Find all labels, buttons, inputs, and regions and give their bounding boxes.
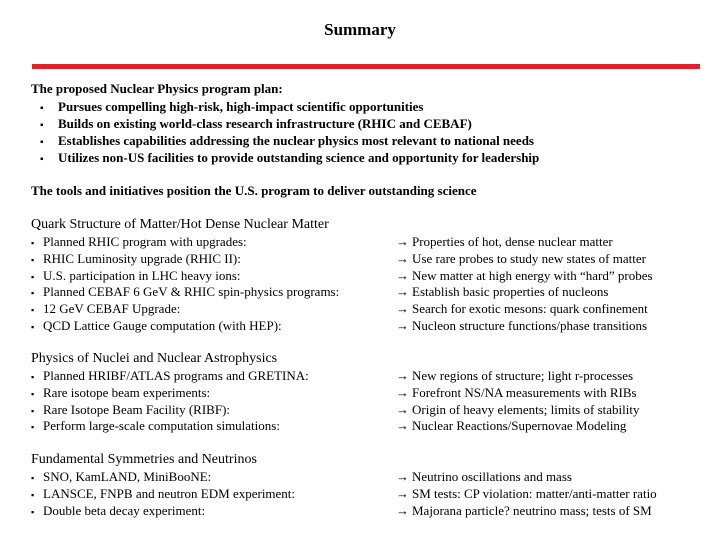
arrow-icon: → bbox=[396, 368, 409, 383]
goal-text: Properties of hot, dense nuclear matter bbox=[412, 234, 613, 249]
bullet-icon: ▪ bbox=[31, 321, 35, 332]
program-text: Rare isotope beam experiments: bbox=[43, 384, 211, 400]
section-row bbox=[31, 385, 691, 402]
program-text: Rare Isotope Beam Facility (RIBF): bbox=[43, 401, 231, 417]
section-nuclei-astrophysics bbox=[31, 350, 691, 435]
page-title: Summary bbox=[324, 20, 396, 39]
plan-item-text: Pursues compelling high-risk, high-impact scientific opportunities bbox=[58, 99, 424, 114]
arrow-icon: → bbox=[396, 234, 409, 249]
section-row bbox=[31, 268, 691, 285]
goal-text: Forefront NS/NA measurements with RIBs bbox=[412, 384, 637, 400]
plan-item bbox=[40, 132, 539, 149]
section-row bbox=[31, 469, 691, 486]
bullet-icon: ▪ bbox=[31, 489, 35, 500]
bullet-icon: ▪ bbox=[40, 120, 44, 131]
section-row bbox=[31, 301, 691, 318]
program-text: Double beta decay experiment: bbox=[43, 502, 206, 518]
bullet-icon: ▪ bbox=[31, 473, 35, 483]
goal-text: Establish basic properties of nucleons bbox=[412, 284, 609, 300]
arrow-icon: → bbox=[396, 317, 409, 333]
program-text: QCD Lattice Gauge computation (with HEP): bbox=[43, 317, 282, 333]
arrow-icon: → bbox=[396, 250, 409, 266]
bullet-icon: ▪ bbox=[31, 305, 35, 316]
bullet-icon: ▪ bbox=[31, 288, 35, 299]
section-title: Physics of Nuclei and Nuclear Astrophysics bbox=[31, 351, 278, 366]
goal-text: Neutrino oscillations and mass bbox=[412, 469, 572, 484]
section-row bbox=[31, 284, 691, 301]
goal-text: New regions of structure; light r-processes bbox=[412, 368, 634, 383]
section-quark-structure bbox=[31, 216, 691, 335]
program-text: LANSCE, FNPB and neutron EDM experiment: bbox=[43, 485, 296, 501]
goal-text: Origin of heavy elements; limits of stability bbox=[412, 401, 640, 417]
bullet-icon: ▪ bbox=[31, 506, 35, 517]
program-text: Planned RHIC program with upgrades: bbox=[43, 234, 247, 249]
section-row bbox=[31, 503, 691, 520]
arrow-icon: → bbox=[396, 284, 409, 300]
plan-item-text: Builds on existing world-class research infrastructure (RHIC and CEBAF) bbox=[58, 116, 472, 131]
goal-text: Use rare probes to study new states of matter bbox=[412, 250, 646, 266]
section-symmetries-neutrinos bbox=[31, 451, 691, 519]
program-text: U.S. participation in LHC heavy ions: bbox=[43, 267, 241, 283]
plan-heading: The proposed Nuclear Physics program plan: bbox=[31, 81, 283, 96]
plan-item bbox=[40, 149, 539, 166]
goal-text: Nuclear Reactions/Supernovae Modeling bbox=[412, 418, 627, 434]
program-text: Planned HRIBF/ATLAS programs and GRETINA: bbox=[43, 368, 309, 383]
section-row bbox=[31, 402, 691, 419]
plan-item-text: Utilizes non-US facilities to provide outstanding science and opportunity for leadership bbox=[58, 150, 540, 165]
arrow-icon: → bbox=[396, 401, 409, 417]
goal-text: Nucleon structure functions/phase transitions bbox=[412, 317, 648, 333]
bullet-icon: ▪ bbox=[31, 405, 35, 416]
tools-statement: The tools and initiatives position the U.S. program to deliver outstanding science bbox=[31, 183, 477, 198]
section-row bbox=[31, 251, 691, 268]
bullet-icon: ▪ bbox=[31, 271, 35, 282]
goal-text: New matter at high energy with “hard” probes bbox=[412, 267, 653, 283]
bullet-icon: ▪ bbox=[31, 238, 35, 248]
bullet-icon: ▪ bbox=[40, 137, 44, 148]
section-row bbox=[31, 418, 691, 435]
arrow-icon: → bbox=[396, 502, 409, 518]
arrow-icon: → bbox=[396, 301, 409, 317]
bullet-icon: ▪ bbox=[31, 422, 35, 433]
plan-item-text: Establishes capabilities addressing the nuclear physics most relevant to national needs bbox=[58, 133, 534, 148]
bullet-icon: ▪ bbox=[31, 254, 35, 265]
section-row bbox=[31, 318, 691, 335]
arrow-icon: → bbox=[396, 469, 409, 484]
bullet-icon: ▪ bbox=[31, 388, 35, 399]
section-title: Quark Structure of Matter/Hot Dense Nuclear Matter bbox=[31, 217, 329, 232]
program-text: 12 GeV CEBAF Upgrade: bbox=[43, 301, 181, 317]
arrow-icon: → bbox=[396, 485, 409, 501]
section-row bbox=[31, 234, 691, 251]
program-text: RHIC Luminosity upgrade (RHIC II): bbox=[43, 250, 241, 266]
program-text: SNO, KamLAND, MiniBooNE: bbox=[43, 469, 212, 484]
goal-text: Majorana particle? neutrino mass; tests of SM bbox=[412, 502, 652, 518]
program-text: Planned CEBAF 6 GeV & RHIC spin-physics programs: bbox=[43, 284, 340, 300]
section-title: Fundamental Symmetries and Neutrinos bbox=[31, 452, 257, 467]
arrow-icon: → bbox=[396, 384, 409, 400]
bullet-icon: ▪ bbox=[40, 103, 44, 114]
bullet-icon: ▪ bbox=[40, 154, 44, 165]
program-text: Perform large-scale computation simulations: bbox=[43, 418, 280, 434]
goal-text: SM tests: CP violation: matter/anti-matter ratio bbox=[412, 485, 657, 501]
bullet-icon: ▪ bbox=[31, 372, 35, 382]
section-row bbox=[31, 486, 691, 503]
arrow-icon: → bbox=[396, 418, 409, 434]
plan-item bbox=[40, 98, 539, 115]
plan-list bbox=[40, 98, 539, 166]
section-row bbox=[31, 368, 691, 385]
arrow-icon: → bbox=[396, 267, 409, 283]
plan-item bbox=[40, 115, 539, 132]
title-divider bbox=[32, 64, 700, 69]
goal-text: Search for exotic mesons: quark confinement bbox=[412, 301, 648, 317]
